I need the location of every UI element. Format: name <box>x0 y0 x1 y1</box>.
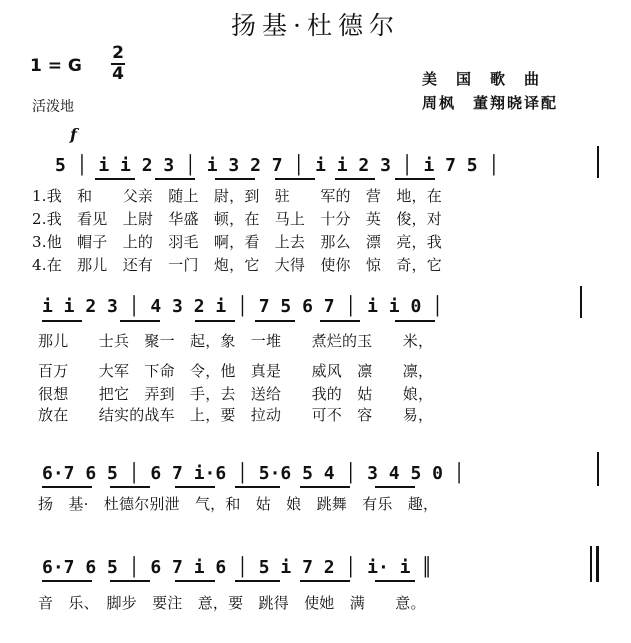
time-signature-top: 2 <box>112 43 124 63</box>
beam-mark <box>95 178 135 180</box>
beam-mark <box>235 486 280 488</box>
beam-mark <box>395 178 435 180</box>
notation-line-2: i i 2 3 │ 4 3 2 i │ 7 5 6 7 │ i i 0 │ <box>42 296 443 317</box>
beam-mark <box>375 486 415 488</box>
beam-mark <box>175 580 215 582</box>
lyric-line-3: 扬 基· 杜德尔别泄 气，和 姑 娘 跳舞 有乐 趣， <box>38 495 439 513</box>
bar-line <box>597 146 599 178</box>
beam-mark <box>335 178 375 180</box>
beam-mark <box>275 178 315 180</box>
time-signature-bottom: 4 <box>112 64 124 84</box>
beam-mark <box>110 580 150 582</box>
song-origin: 美 国 歌 曲 <box>422 70 542 88</box>
lyric-line-1-verse-4: 4.在 那儿 还有 一门 炮，它 大得 使你 惊 奇，它 <box>32 256 442 274</box>
beam-mark <box>395 320 435 322</box>
beam-mark <box>42 320 82 322</box>
tempo-marking: 活泼地 <box>32 99 74 115</box>
lyric-line-1-verse-3: 3.他 帽子 上的 羽毛 啊，看 上去 那么 漂 亮，我 <box>32 233 442 251</box>
beam-mark <box>235 580 280 582</box>
beam-mark <box>320 320 360 322</box>
bar-line <box>597 452 599 486</box>
final-bar-line-thin <box>590 546 592 582</box>
beam-mark <box>375 580 415 582</box>
beam-mark <box>215 178 255 180</box>
beam-mark <box>42 486 92 488</box>
song-title: 扬基·杜德尔 <box>231 11 400 40</box>
lyric-line-2-verse-4: 放在 结实的战车 上，要 拉动 可不 容 易， <box>38 406 434 424</box>
beam-mark <box>42 580 92 582</box>
beam-mark <box>120 320 160 322</box>
lyric-line-1-verse-2: 2.我 看见 上尉 华盛 顿，在 马上 十分 英 俊，对 <box>32 210 442 228</box>
beam-mark <box>300 580 350 582</box>
beam-mark <box>255 320 295 322</box>
lyric-line-2-verse-1: 那儿 士兵 聚一 起，象 一堆 煮烂的玉 米， <box>38 332 434 350</box>
beam-mark <box>175 486 215 488</box>
beam-mark <box>195 320 235 322</box>
bar-line <box>580 286 582 318</box>
lyric-line-1-verse-1: 1.我 和 父亲 随上 尉，到 驻 军的 营 地，在 <box>32 187 442 205</box>
beam-mark <box>155 178 195 180</box>
beam-mark <box>300 486 350 488</box>
notation-line-1: 5 │ i i 2 3 │ i 3 2 7 │ i i 2 3 │ i 7 5 │ <box>55 155 500 176</box>
time-signature <box>110 44 126 84</box>
notation-line-3: 6·7 6 5 │ 6 7 i·6 │ 5·6 5 4 │ 3 4 5 0 │ <box>42 463 465 484</box>
lyric-line-4: 音 乐、 脚步 要注 意，要 跳得 使她 满 意。 <box>38 594 426 612</box>
lyric-line-2-verse-2: 百万 大军 下命 令，他 真是 威风 凛 凛， <box>38 362 434 380</box>
notation-line-4: 6·7 6 5 │ 6 7 i 6 │ 5 i 7 2 │ i· i ║ <box>42 557 433 578</box>
lyric-line-2-verse-3: 很想 把它 弄到 手，去 送给 我的 姑 娘， <box>38 385 434 403</box>
final-bar-line-thick <box>596 546 599 582</box>
translator-credit: 周枫 董翔晓译配 <box>422 94 559 112</box>
dynamic-marking: f <box>70 125 77 144</box>
key-signature: 1 = G <box>30 56 82 76</box>
beam-mark <box>110 486 150 488</box>
